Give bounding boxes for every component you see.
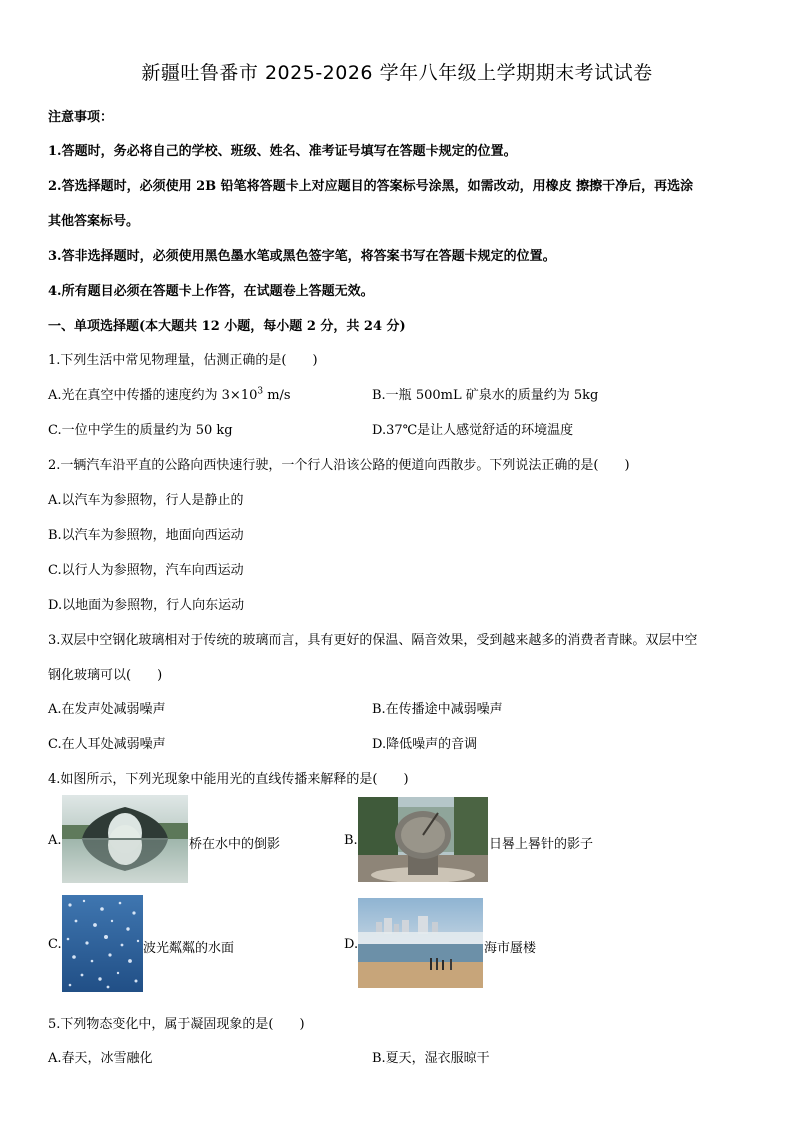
q5-option-b: B.夏天，湿衣服晾干 — [372, 1051, 490, 1066]
q3-option-a: A.在发声处减弱噪声 — [48, 702, 166, 717]
bridge-reflection-image — [62, 795, 188, 883]
q5-stem: 5.下列物态变化中，属于凝固现象的是( ) — [48, 1017, 305, 1032]
q4-option-b-caption: 日晷上晷针的影子 — [489, 837, 594, 852]
note-item-3: 3.答非选择题时，必须使用黑色墨水笔或黑色签字笔，将答案书写在答题卡规定的位置。 — [48, 249, 556, 264]
notes-heading: 注意事项： — [48, 110, 114, 125]
q1-option-c: C.一位中学生的质量约为 50 kg — [48, 423, 233, 438]
q4-option-b-letter: B. — [344, 833, 358, 848]
note-item-4: 4.所有题目必须在答题卡上作答，在试题卷上答题无效。 — [48, 284, 374, 299]
sundial-image — [358, 797, 488, 882]
sparkling-water-image — [62, 895, 143, 992]
note-item-1: 1.答题时，务必将自己的学校、班级、姓名、准考证号填写在答题卡规定的位置。 — [48, 144, 517, 159]
mirage-image — [358, 898, 483, 988]
q4-stem: 4.如图所示，下列光现象中能用光的直线传播来解释的是( ) — [48, 772, 409, 787]
q2-option-c: C.以行人为参照物，汽车向西运动 — [48, 563, 244, 578]
q4-option-a-letter: A. — [48, 833, 62, 848]
q1-option-d: D.37℃是让人感觉舒适的环境温度 — [372, 423, 574, 438]
note-item-2: 2.答选择题时，必须使用 2B 铅笔将答题卡上对应题目的答案标号涂黑，如需改动，用橡皮 擦擦干净后，再选涂 — [48, 179, 694, 194]
q2-option-a: A.以汽车为参照物，行人是静止的 — [48, 493, 244, 508]
q4-option-c-letter: C. — [48, 937, 62, 952]
q5-option-a: A.春天，冰雪融化 — [48, 1051, 153, 1066]
section-heading: 一、单项选择题(本大题共 12 小题，每小题 2 分，共 24 分) — [48, 319, 406, 334]
q3-stem-line2: 钢化玻璃可以( ) — [48, 668, 163, 683]
q1-option-b: B.一瓶 500mL 矿泉水的质量约为 5kg — [372, 388, 599, 403]
q1-option-a: A.光在真空中传播的速度约为 $3\times 10^3$ m/s — [48, 386, 291, 403]
q3-stem-line1: 3.双层中空钢化玻璃相对于传统的玻璃而言，具有更好的保温、隔音效果，受到越来越多的消费者青睐。双层中空 — [48, 633, 698, 648]
q4-option-a-caption: 桥在水中的倒影 — [189, 837, 281, 852]
q3-option-b: B.在传播途中减弱噪声 — [372, 702, 503, 717]
q2-option-d: D.以地面为参照物，行人向东运动 — [48, 598, 245, 613]
note-item-2-cont: 其他答案标号。 — [48, 214, 140, 229]
q2-stem: 2.一辆汽车沿平直的公路向西快速行驶，一个行人沿该公路的便道向西散步。下列说法正确的是( ) — [48, 458, 630, 473]
q1-stem: 1.下列生活中常见物理量，估测正确的是( ) — [48, 353, 318, 368]
q4-option-c-caption: 波光粼粼的水面 — [143, 941, 235, 956]
q4-option-d-letter: D. — [344, 937, 359, 952]
q3-option-c: C.在人耳处减弱噪声 — [48, 737, 166, 752]
q4-option-d-caption: 海市蜃楼 — [484, 941, 537, 956]
q3-option-d: D.降低噪声的音调 — [372, 737, 478, 752]
q2-option-b: B.以汽车为参照物，地面向西运动 — [48, 528, 244, 543]
page-title: 新疆吐鲁番市 2025-2026 学年八年级上学期期末考试试卷 — [141, 62, 653, 84]
